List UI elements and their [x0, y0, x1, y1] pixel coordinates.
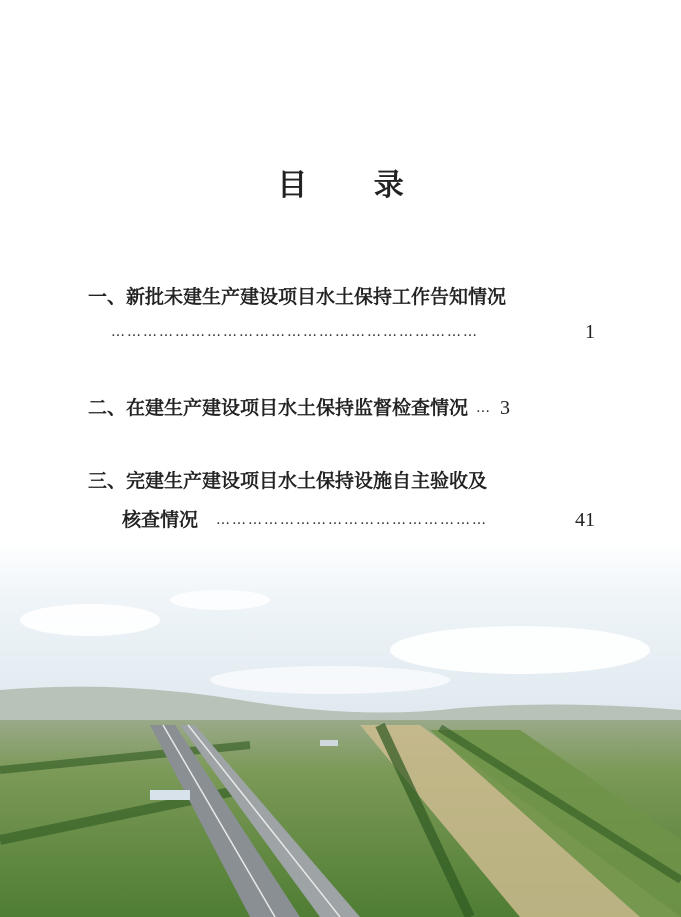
toc-entry-2-page[interactable]: 3: [500, 397, 511, 419]
toc-title: 目 录: [277, 168, 432, 203]
toc-entry-3-dots: ……………………………………………: [216, 512, 489, 528]
toc-entry-1-number: 一、: [88, 286, 127, 308]
toc-entry-1-page[interactable]: 1: [585, 321, 595, 343]
toc-entry-1-leader: [105, 320, 595, 344]
toc-entry-3-number: 三、: [88, 470, 127, 492]
toc-entry-3-page[interactable]: 41: [575, 509, 595, 531]
toc-entry-2-dots: …: [476, 400, 493, 416]
toc-entry-1-text: 新批未建生产建设项目水土保持工作告知情况: [126, 286, 507, 308]
toc-entry-2-number: 二、: [88, 397, 127, 419]
toc-entry-3-text-cont: 核查情况: [122, 509, 199, 531]
landscape-highway-photo: [0, 540, 681, 917]
toc-entry-3-cont: [122, 508, 595, 532]
toc-entry-2[interactable]: [88, 396, 595, 420]
landscape-illustration: [0, 540, 681, 917]
toc-entry-1-dots: ……………………………………………………………: [111, 324, 479, 340]
toc-entry-3[interactable]: [88, 469, 487, 493]
toc-entry-1[interactable]: [88, 285, 506, 309]
toc-entry-2-text: 在建生产建设项目水土保持监督检查情况: [126, 397, 469, 419]
toc-entry-3-text: 完建生产建设项目水土保持设施自主验收及: [126, 470, 488, 492]
